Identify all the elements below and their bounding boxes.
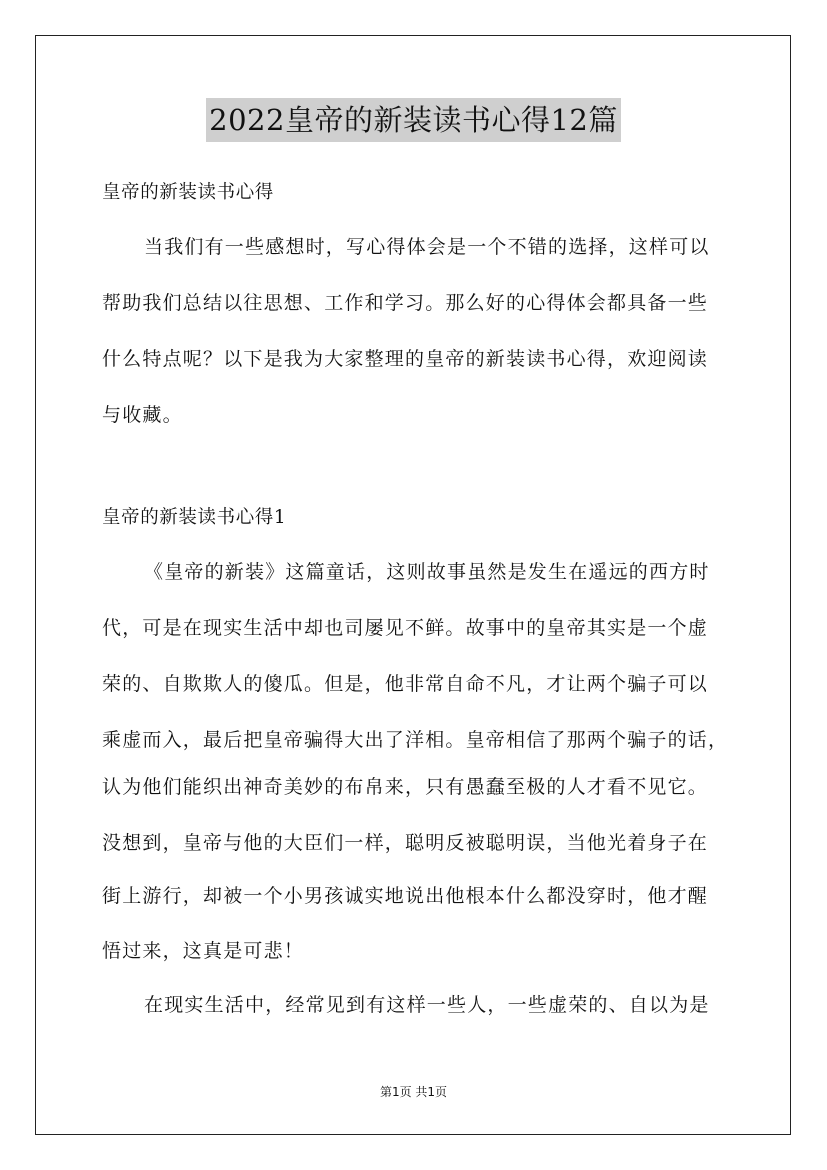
document-title: 2022皇帝的新装读书心得12篇 xyxy=(206,98,621,142)
title-container xyxy=(0,98,827,142)
article-line: 悟过来，这真是可悲！ xyxy=(102,940,305,962)
article-line: 没想到，皇帝与他的大臣们一样，聪明反被聪明误，当他光着身子在 xyxy=(102,832,709,854)
article-heading: 皇帝的新装读书心得1 xyxy=(102,507,287,528)
article-line: 街上游行，却被一个小男孩诚实地说出他根本什么都没穿时，他才醒 xyxy=(102,885,709,907)
article-line: 乘虚而入，最后把皇帝骗得大出了洋相。皇帝相信了那两个骗子的话， xyxy=(102,729,729,751)
article-line: 荣的、自欺欺人的傻瓜。但是，他非常自命不凡，才让两个骗子可以 xyxy=(102,673,709,695)
intro-line: 什么特点呢？以下是我为大家整理的皇帝的新装读书心得，欢迎阅读 xyxy=(102,348,709,370)
article-line: 《皇帝的新装》这篇童话，这则故事虽然是发生在遥远的西方时 xyxy=(144,561,710,583)
intro-line: 当我们有一些感想时，写心得体会是一个不错的选择，这样可以 xyxy=(144,236,710,258)
article-line: 在现实生活中，经常见到有这样一些人，一些虚荣的、自以为是 xyxy=(144,994,710,1016)
article-line: 认为他们能织出神奇美妙的布帛来，只有愚蠢至极的人才看不见它。 xyxy=(102,776,709,798)
intro-line: 与收藏。 xyxy=(102,404,183,426)
section-heading: 皇帝的新装读书心得 xyxy=(102,182,274,203)
intro-line: 帮助我们总结以往思想、工作和学习。那么好的心得体会都具备一些 xyxy=(102,292,709,314)
article-line: 代，可是在现实生活中却也司屡见不鲜。故事中的皇帝其实是一个虚 xyxy=(102,617,709,639)
page-number-footer: 第1页 共1页 xyxy=(379,1085,448,1099)
